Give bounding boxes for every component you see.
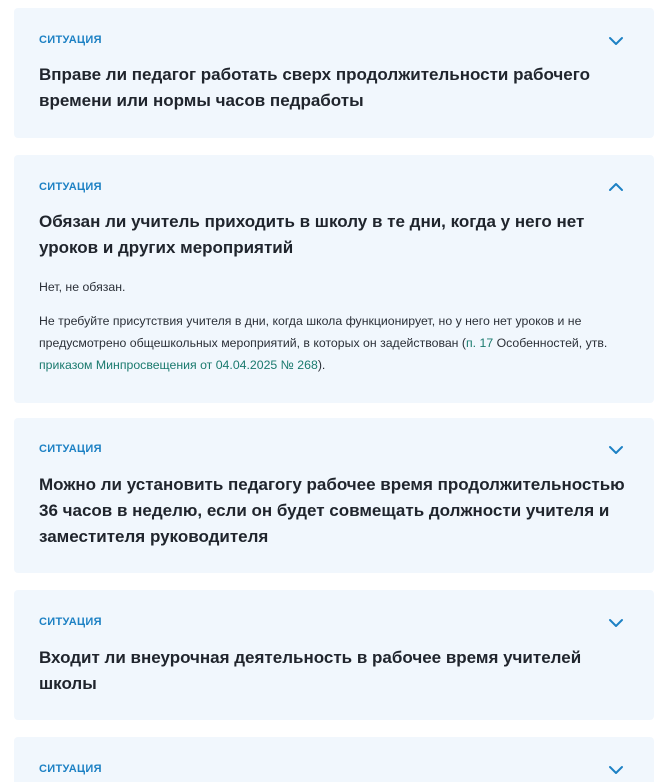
situation-card[interactable]: [14, 590, 654, 720]
chevron-down-icon[interactable]: [608, 445, 624, 455]
situation-tag: СИТУАЦИЯ: [39, 616, 102, 628]
situation-title[interactable]: Вправе ли педагог работать сверх продолжительности рабочего времени или нормы часов педработы: [39, 65, 590, 110]
answer-text: Не требуйте присутствия учителя в дни, когда школа функционирует, но у него нет уроков и не предусмотрено общешкольных мероприятий, в которых он задействован (: [39, 314, 582, 350]
situation-title[interactable]: Входит ли внеурочная деятельность в рабочее время учителей школы: [39, 648, 582, 693]
situation-tag: СИТУАЦИЯ: [39, 763, 102, 775]
situation-tag: СИТУАЦИЯ: [39, 443, 102, 455]
situation-card[interactable]: [14, 418, 654, 573]
chevron-down-icon[interactable]: [608, 765, 624, 775]
answer-end-text: ).: [317, 358, 326, 372]
situation-card[interactable]: [14, 737, 654, 782]
point-17-link[interactable]: п. 17: [465, 336, 494, 350]
situation-title[interactable]: Можно ли установить педагогу рабочее время продолжительностью 36 часов в неделю, если он будет совмещать должности учителя и заместителя руководителя: [39, 475, 625, 546]
chevron-down-icon[interactable]: [608, 36, 624, 46]
situation-tag: СИТУАЦИЯ: [39, 34, 102, 46]
chevron-up-icon[interactable]: [608, 182, 624, 192]
situation-tag: СИТУАЦИЯ: [39, 181, 102, 193]
situation-card[interactable]: [14, 155, 654, 403]
answer-short: Нет, не обязан.: [39, 280, 126, 294]
answer-body: [39, 310, 634, 376]
situation-card[interactable]: [14, 8, 654, 138]
situation-title[interactable]: Обязан ли учитель приходить в школу в те дни, когда у него нет уроков и других мероприятий: [39, 212, 585, 257]
answer-mid-text: Особенностей, утв.: [493, 336, 608, 350]
chevron-down-icon[interactable]: [608, 618, 624, 628]
order-link[interactable]: приказом Минпросвещения от 04.04.2025 № 268: [39, 358, 318, 372]
